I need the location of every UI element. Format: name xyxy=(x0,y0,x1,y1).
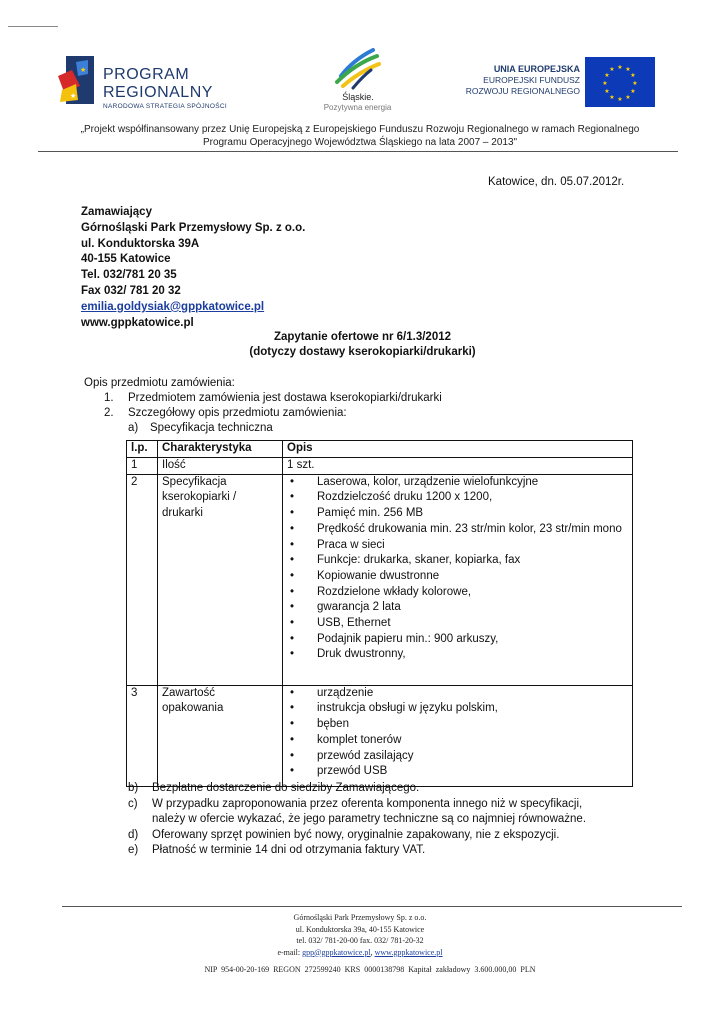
table-row xyxy=(127,685,633,786)
svg-text:★: ★ xyxy=(609,94,615,101)
footer-registration: NIP 954-00-20-169 REGON 272599240 KRS 0000138798 Kapitał zakładowy 3.600.000,00 PLN xyxy=(204,965,536,974)
row3-name-line2: opakowania xyxy=(162,702,224,715)
list-item: • bęben xyxy=(317,717,628,733)
intro-item-1-text: Przedmiotem zamówienia jest dostawa kserokopiarki/drukarki xyxy=(128,392,442,404)
header-description: Opis xyxy=(283,441,633,458)
row2-desc xyxy=(283,474,633,685)
footer-email-link[interactable]: gpp@gppkatowice.pl xyxy=(302,947,371,957)
svg-text:★: ★ xyxy=(80,66,87,74)
svg-text:★: ★ xyxy=(617,64,623,71)
table-row xyxy=(127,474,633,685)
table-row xyxy=(127,458,633,475)
row1-lp: 1 xyxy=(127,458,158,475)
footer-company: Górnośląski Park Przemysłowy Sp. z o.o. xyxy=(293,913,427,922)
telephone: Tel. 032/781 20 35 xyxy=(81,269,177,282)
list-item: • komplet tonerów xyxy=(317,733,628,749)
slaskie-logo xyxy=(333,46,381,90)
row2-bullet-list xyxy=(287,475,628,663)
list-item: • Laserowa, kolor, urządzenie wielofunkcyjne xyxy=(317,475,628,491)
fax: Fax 032/ 781 20 32 xyxy=(81,284,181,297)
list-item: • Druk dwustronny, xyxy=(317,647,628,663)
svg-text:★: ★ xyxy=(604,88,610,95)
program-title xyxy=(103,66,213,102)
svg-text:★: ★ xyxy=(630,72,636,79)
intro-item-1-number: 1. xyxy=(104,392,114,404)
slaskie-tagline: Pozytywna energia xyxy=(323,103,392,112)
order-description-heading: Opis przedmiotu zamówienia: xyxy=(84,377,235,389)
svg-text:★: ★ xyxy=(617,96,623,103)
condition-e-label: e) xyxy=(128,844,139,856)
condition-c-text: W przypadku zaproponowania przez oferenta komponenta innego niż w specyfikacji, xyxy=(152,798,583,810)
specification-table xyxy=(126,440,633,787)
city: 40-155 Katowice xyxy=(81,253,171,266)
cofinancing-line1: „Projekt współfinansowany przez Unię Europejską z Europejskiego Funduszu Rozwoju Regionalnego w ramach Regionalnego xyxy=(80,124,640,135)
header-lp: l.p. xyxy=(127,441,158,458)
table-header-row xyxy=(127,441,633,458)
list-item: • USB, Ethernet xyxy=(317,616,628,632)
svg-text:★: ★ xyxy=(604,72,610,79)
eu-fund-line1: EUROPEJSKI FUNDUSZ xyxy=(483,75,580,85)
svg-text:★: ★ xyxy=(70,92,77,100)
title-line2: (dotyczy dostawy kserokopiarki/drukarki) xyxy=(249,346,476,358)
header-divider xyxy=(38,151,678,152)
list-item: • Kopiowanie dwustronne xyxy=(317,569,628,585)
list-item: • Funkcje: drukarka, skaner, kopiarka, fax xyxy=(317,553,628,569)
condition-b-label: b) xyxy=(128,782,139,794)
document-title xyxy=(180,330,545,360)
condition-b-text: Bezpłatne dostarczenie do siedziby Zamawiającego. xyxy=(152,782,420,794)
footer-phones: tel. 032/ 781-20-00 fax. 032/ 781-20-32 xyxy=(296,936,424,945)
sub-item-a-text: Specyfikacja techniczna xyxy=(150,422,273,434)
eu-title: UNIA EUROPEJSKA xyxy=(493,64,580,74)
row2-name-line2: kserokopiarki / xyxy=(162,491,237,504)
intro-item-2-text: Szczegółowy opis przedmiotu zamówienia: xyxy=(128,407,347,419)
header-characteristic: Charakterystyka xyxy=(158,441,283,458)
condition-e-text: Płatność w terminie 14 dni od otrzymania faktury VAT. xyxy=(152,844,426,856)
footer-email-label: e-mail: xyxy=(277,947,301,957)
row2-name xyxy=(158,474,283,685)
condition-d-label: d) xyxy=(128,829,139,841)
program-title-line1: PROGRAM xyxy=(103,66,190,83)
row3-lp: 3 xyxy=(127,685,158,786)
program-regionalny-logo xyxy=(58,56,96,106)
eu-flag-icon xyxy=(585,57,655,107)
list-item: • przewód zasilający xyxy=(317,749,628,765)
title-line1: Zapytanie ofertowe nr 6/1.3/2012 xyxy=(273,331,452,343)
eu-text xyxy=(440,64,580,97)
list-item: • urządzenie xyxy=(317,686,628,702)
email-link[interactable]: emilia.goldysiak@gppkatowice.pl xyxy=(81,300,265,313)
row2-name-line1: Specyfikacja xyxy=(162,475,227,488)
condition-c-text-continued: należy w ofercie wykazać, że jego parametry techniczne są co najmniej równoważne. xyxy=(152,813,587,825)
list-item: • Rozdzielczość druku 1200 x 1200, xyxy=(317,490,628,506)
svg-text:★: ★ xyxy=(625,66,631,73)
row1-name: Ilość xyxy=(158,458,283,475)
cofinancing-note xyxy=(30,123,690,149)
street-address: ul. Konduktorska 39A xyxy=(81,237,200,250)
row1-desc: 1 szt. xyxy=(283,458,633,475)
cofinancing-line2: Programu Operacyjnego Województwa Śląskiego na lata 2007 – 2013" xyxy=(202,137,518,148)
svg-text:★: ★ xyxy=(632,80,638,87)
footer-separator: , xyxy=(370,947,375,957)
contracting-party-block xyxy=(81,205,305,331)
intro-item-2-number: 2. xyxy=(104,407,114,419)
condition-d-text: Oferowany sprzęt powinien być nowy, oryginalnie zapakowany, nie z ekspozycji. xyxy=(152,829,560,841)
website: www.gppkatowice.pl xyxy=(81,316,194,329)
sub-item-a-label: a) xyxy=(128,422,139,434)
svg-text:★: ★ xyxy=(609,66,615,73)
footer-address: ul. Konduktorska 39a, 40-155 Katowice xyxy=(295,924,425,934)
footer-website-link[interactable]: www.gppkatowice.pl xyxy=(374,947,443,957)
footer-divider xyxy=(62,906,682,907)
row3-bullet-list xyxy=(287,686,628,780)
row2-name-line3: drukarki xyxy=(162,507,203,520)
list-item: • Prędkość drukowania min. 23 str/min kolor, 23 str/min mono xyxy=(317,522,628,538)
list-item: • instrukcja obsługi w języku polskim, xyxy=(317,701,628,717)
list-item: • Rozdzielone wkłady kolorowe, xyxy=(317,585,628,601)
eu-fund-line2: ROZWOJU REGIONALNEGO xyxy=(465,86,580,96)
footer-contact xyxy=(110,947,610,959)
footer xyxy=(110,912,610,958)
row3-desc xyxy=(283,685,633,786)
contracting-party-label: Zamawiający xyxy=(81,206,152,218)
top-rule xyxy=(8,26,58,27)
row3-name-line1: Zawartość xyxy=(162,686,216,699)
program-subtitle: NARODOWA STRATEGIA SPÓJNOŚCI xyxy=(103,103,227,110)
condition-c-label: c) xyxy=(128,798,138,810)
slaskie-name: Śląskie. xyxy=(342,92,374,102)
date-line: Katowice, dn. 05.07.2012r. xyxy=(488,176,625,188)
row3-name xyxy=(158,685,283,786)
svg-text:★: ★ xyxy=(625,94,631,101)
list-item: • gwarancja 2 lata xyxy=(317,600,628,616)
program-title-line2: REGIONALNY xyxy=(103,84,213,101)
list-item: • Pamięć min. 256 MB xyxy=(317,506,628,522)
list-item: • Praca w sieci xyxy=(317,538,628,554)
svg-text:★: ★ xyxy=(602,80,608,87)
list-item: • przewód USB xyxy=(317,764,628,780)
company-name: Górnośląski Park Przemysłowy Sp. z o.o. xyxy=(81,221,306,234)
row2-lp: 2 xyxy=(127,474,158,685)
svg-text:★: ★ xyxy=(630,88,636,95)
list-item: • Podajnik papieru min.: 900 arkuszy, xyxy=(317,632,628,648)
